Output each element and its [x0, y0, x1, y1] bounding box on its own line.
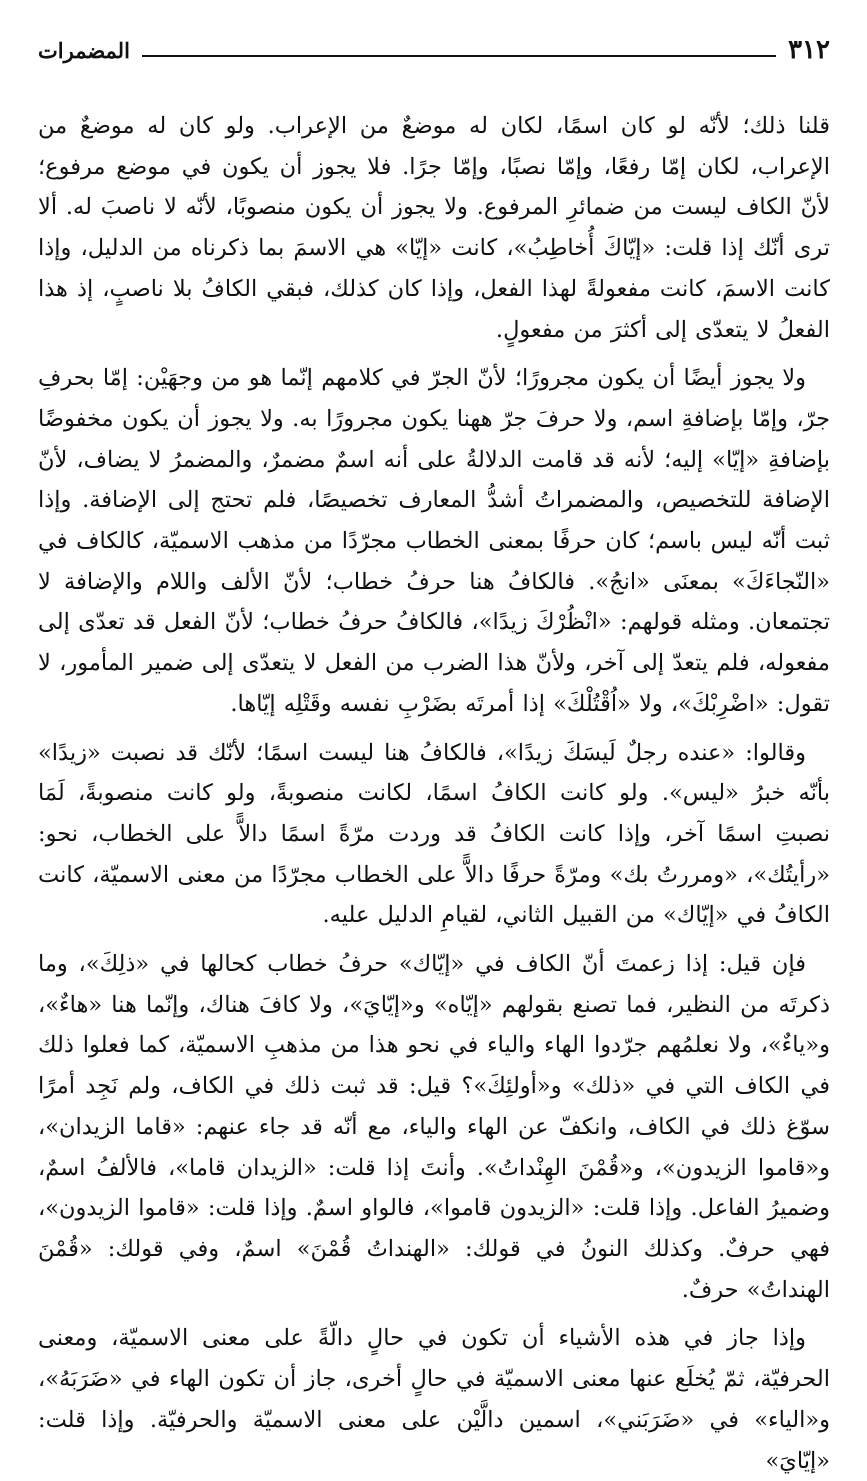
- paragraph: فإن قيل: إذا زعمتَ أنّ الكاف في «إيّاك» حرفُ خطاب كحالها في «ذلِكَ»، وما ذكرتَه من النظير، فما تصنع بقولهم «إيّاه» و«إيّايَ»، ولا كافَ هناك، وإنّما هنا «هاءٌ»، و«ياءٌ»، ولا نعلمُهم جرّدوا الهاء والياء في نحو هذا من مذهبِ الاسميّة، كما فعلوا ذلك في الكاف التي في «ذلك» و«أولئِكَ»؟ قيل: قد ثبت ذلك في الكاف، ولم نَجِد أمرًا سوّغ ذلك في الكاف، وانكفّ عن الهاء والياء، مع أنّه قد جاء عنهم: «قاما الزيدان»، و«قاموا الزيدون»، و«قُمْنَ الهِنْداتُ». وأنتَ إذا قلت: «الزيدان قاما»، فالألفُ اسمٌ، وضميرُ الفاعل. وإذا قلت: «الزيدون قاموا»، فالواو اسمٌ. وإذا قلت: «قاموا الزيدون»، فهي حرفٌ. وكذلك النونُ في قولك: «الهنداتُ قُمْنَ» اسمٌ، وفي قولك: «قُمْنَ الهنداتُ» حرفٌ.: [38, 951, 830, 1303]
- page-number: ٣١٢: [788, 35, 830, 65]
- header-rule: [142, 55, 776, 57]
- paragraph: ولا يجوز أيضًا أن يكون مجرورًا؛ لأنّ الجرّ في كلامهم إنّما هو من وجهَيْن: إمّا بحرفِ جرّ، وإمّا بإضافةِ اسم، ولا حرفَ جرّ ههنا يكون مجرورًا به. ولا يجوز أن يكون مخفوضًا بإضافةِ «إيّا» إليه؛ لأنه قد قامت الدلالةُ على أنه اسمٌ مضمرٌ، والمضمرُ لا يضاف، لأنّ الإضافة للتخصيص، والمضمراتُ أشدُّ المعارف تخصيصًا، فلم تحتج إلى الإضافة. وإذا ثبت أنّه ليس باسم؛ كان حرفًا بمعنى الخطاب مجرّدًا من مذهب الاسميّة، كالكاف في «النّجاءَكَ» بمعنَى «انجُ». فالكافُ هنا حرفُ خطاب؛ لأنّ الألف واللام والإضافة لا تجتمعان. ومثله قولهم: «انْظُرْكَ زيدًا»، فالكافُ حرفُ خطاب؛ لأنّ الفعل قد تعدّى إلى مفعوله، فلم يتعدّ إلى آخر، ولأنّ هذا الضرب من الفعل لا يتعدّى إلى ضمير المأمور، لا تقول: «اضْرِبْكَ»، ولا «اُقْتُلْكَ» إذا أمرتَه بضَرْبِ نفسه وقَتْلِه إيّاها.: [38, 365, 830, 717]
- paragraph: وقالوا: «عنده رجلٌ لَيسَكَ زيدًا»، فالكافُ هنا ليست اسمًا؛ لأنّك قد نصبت «زيدًا» بأنّه خبرُ «ليس». ولو كانت الكافُ اسمًا، لكانت منصوبةً، ولو كانت منصوبةً، لَمَا نصبتِ اسمًا آخر، وإذا كانت الكافُ قد وردت مرّةً اسمًا دالاًّ على الخطاب، نحو: «رأيتُك»، «ومررتُ بك» ومرّةً حرفًا دالاًّ على الخطاب مجرّدًا من معنى الاسميّة، كانت الكافُ في «إيّاك» من القبيل الثاني، لقيامِ الدليل عليه.: [38, 739, 830, 929]
- page-body: [38, 106, 830, 1481]
- paragraph: قلنا ذلك؛ لأنّه لو كان اسمًا، لكان له موضعٌ من الإعراب. ولو كان له موضعٌ من الإعراب، لكان إمّا رفعًا، وإمّا نصبًا، وإمّا جرًا. فلا يجوز أن يكون في موضع مرفوع؛ لأنّ الكاف ليست من ضمائرِ المرفوع. ولا يجوز أن يكون منصوبًا، لأنّه لا ناصبَ له. ألا ترى أنّك إذا قلت: «إيّاكَ أُخاطِبُ»، كانت «إيّا» هي الاسمَ بما ذكرناه من الدليل، وإذا كانت الاسمَ، كانت مفعولةً لهذا الفعل، وإذا كان كذلك، فبقي الكافُ بلا ناصبٍ، إذ هذا الفعلُ لا يتعدّى إلى أكثرَ من مفعولٍ.: [38, 113, 830, 343]
- book-page: [38, 30, 830, 1474]
- running-header: [38, 30, 830, 70]
- paragraph: وإذا جاز في هذه الأشياء أن تكون في حالٍ دالّةً على معنى الاسميّة، ومعنى الحرفيّة، ثمّ يُخلَع عنها معنى الاسميّة في حالٍ أخرى، جاز أن تكون الهاء في «ضَرَبَهُ»، و«الياء» في «ضَرَبَني»، اسمين دالَّيْن على معنى الاسميّة والحرفيّة. وإذا قلت: «إيّايَ»: [38, 1325, 830, 1474]
- chapter-title: المضمرات: [38, 37, 130, 63]
